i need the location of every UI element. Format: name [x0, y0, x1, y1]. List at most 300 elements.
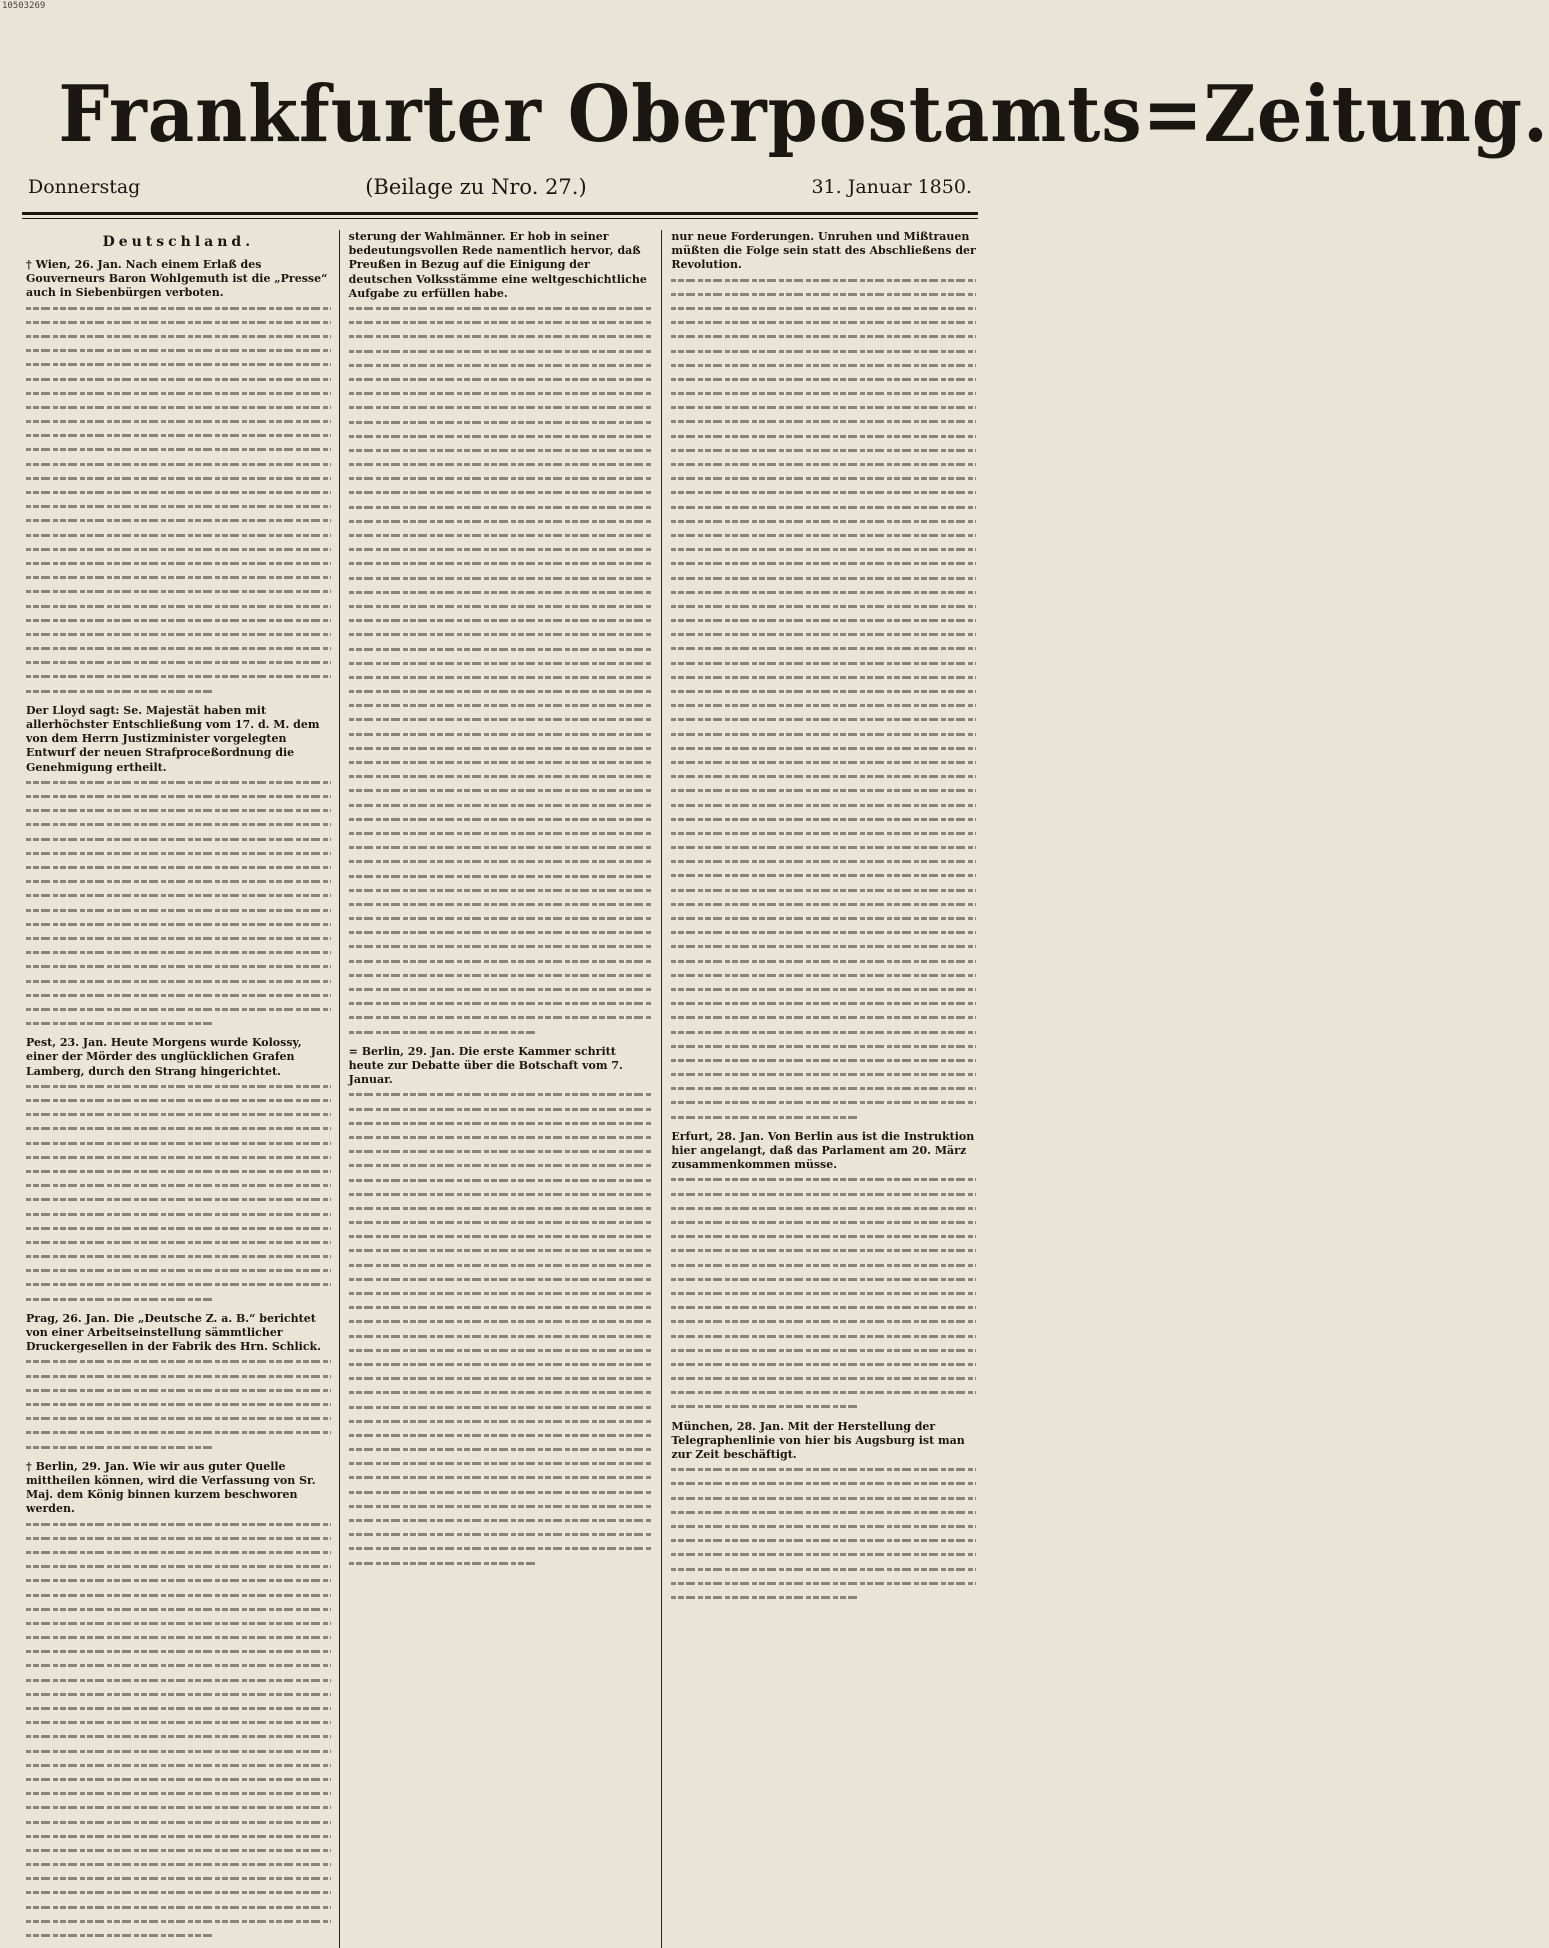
text-line: [26, 485, 331, 499]
text-line: [26, 1178, 331, 1192]
text-line: [349, 1300, 654, 1314]
text-line: [26, 1658, 331, 1672]
text-line: [26, 1545, 331, 1559]
text-line: [26, 1164, 331, 1178]
text-line: [26, 1531, 331, 1545]
text-line: [349, 1329, 654, 1343]
paragraph-lead: München, 28. Jan. Mit der Herstellung der Telegraphenlinie von hier bis Augsburg ist man zur Zeit beschäftigt.: [671, 1419, 965, 1462]
text-line: [349, 627, 654, 641]
text-line: [671, 1081, 976, 1095]
text-line: [26, 1772, 331, 1786]
text-line: [349, 755, 654, 769]
text-line: [26, 499, 331, 513]
text-line: [26, 1263, 331, 1277]
text-line: [671, 1286, 976, 1300]
text-line: [671, 1576, 976, 1590]
text-line: [26, 599, 331, 613]
text-line: [349, 1499, 654, 1513]
text-line: [349, 372, 654, 386]
text-line: [26, 641, 331, 655]
text-line: [26, 1249, 331, 1263]
text-line: [26, 1369, 331, 1383]
text-line: [26, 1517, 331, 1531]
text-line: [349, 1087, 654, 1101]
text-line: [671, 443, 976, 457]
text-line: [26, 329, 331, 343]
text-line: [671, 1462, 976, 1476]
text-line: [349, 1527, 654, 1541]
text-line: [349, 854, 654, 868]
text-line: [26, 1815, 331, 1829]
text-line: [349, 1243, 654, 1257]
text-line: [26, 1397, 331, 1411]
text-line: [349, 471, 654, 485]
text-line: [349, 968, 654, 982]
text-line: [349, 443, 654, 457]
text-line: [349, 911, 654, 925]
article-paragraph: [26, 1460, 331, 1942]
text-line: [671, 1215, 976, 1229]
text-line: [671, 996, 976, 1010]
text-line: [349, 329, 654, 343]
text-line: [671, 1201, 976, 1215]
text-line: [349, 1201, 654, 1215]
text-line: [349, 1385, 654, 1399]
text-line: [26, 584, 331, 598]
text-line: [26, 1425, 331, 1439]
text-line: [671, 485, 976, 499]
text-line: [671, 712, 976, 726]
text-line: [349, 954, 654, 968]
text-line: [349, 457, 654, 471]
text-line: [671, 783, 976, 797]
text-line: [671, 982, 976, 996]
text-line: [671, 854, 976, 868]
text-line: [349, 599, 654, 613]
text-line: [671, 400, 976, 414]
text-line: [26, 1107, 331, 1121]
text-line: [349, 1343, 654, 1357]
text-line: [26, 1715, 331, 1729]
text-line: [349, 1314, 654, 1328]
text-line: [671, 1258, 976, 1272]
text-line: [671, 287, 976, 301]
text-line: [671, 897, 976, 911]
text-line: [671, 1039, 976, 1053]
column-3: [671, 230, 976, 1948]
text-line: [349, 1187, 654, 1201]
text-line: [671, 925, 976, 939]
text-line: [671, 911, 976, 925]
text-line: [671, 1314, 976, 1328]
text-line: [671, 301, 976, 315]
text-line: [671, 1243, 976, 1257]
column-1: [26, 230, 331, 1948]
text-line: [349, 429, 654, 443]
text-line: [349, 1130, 654, 1144]
article-paragraph: [26, 258, 331, 698]
text-line: [671, 954, 976, 968]
article-paragraph: [26, 704, 331, 1030]
text-line: [26, 1235, 331, 1249]
text-line: [349, 1173, 654, 1187]
article-paragraph: [349, 1045, 654, 1570]
text-line: [349, 556, 654, 570]
text-line: [26, 542, 331, 556]
text-line: [26, 684, 331, 698]
text-line: [349, 712, 654, 726]
text-line: [671, 1357, 976, 1371]
text-line: [671, 1229, 976, 1243]
text-line: [671, 670, 976, 684]
text-line: [349, 1025, 654, 1039]
text-line: [671, 883, 976, 897]
paragraph-lead: † Wien, 26. Jan. Nach einem Erlaß des Gouverneurs Baron Wohlgemuth ist die „Presse“ auch in Siebenbürgen verboten.: [26, 258, 328, 300]
text-line: [671, 1476, 976, 1490]
text-line: [349, 1400, 654, 1414]
text-line: [671, 1067, 976, 1081]
text-line: [349, 769, 654, 783]
text-line: [26, 775, 331, 789]
text-line: [671, 1371, 976, 1385]
text-line: [671, 684, 976, 698]
text-line: [349, 656, 654, 670]
text-line: [671, 698, 976, 712]
text-line: [349, 1541, 654, 1555]
text-line: [349, 1258, 654, 1272]
text-line: [671, 514, 976, 528]
section-heading: Deutschland.: [102, 234, 255, 250]
text-line: [26, 1016, 331, 1030]
text-line: [671, 1505, 976, 1519]
text-line: [349, 315, 654, 329]
paragraph-lead: sterung der Wahlmänner. Er hob in seiner bedeutungsvollen Rede namentlich hervor, daß Preußen in Bezug auf die Einigung der deutschen Volksstämme eine weltgeschichtliche Aufgabe zu erfüllen habe.: [348, 230, 647, 300]
text-line: [349, 925, 654, 939]
text-line: [671, 727, 976, 741]
text-line: [349, 698, 654, 712]
text-line: [26, 386, 331, 400]
article-paragraph: [671, 1130, 976, 1414]
header-rule: [22, 212, 978, 215]
text-line: [671, 528, 976, 542]
text-line: [26, 974, 331, 988]
text-line: [349, 939, 654, 953]
text-line: [349, 1102, 654, 1116]
text-line: [671, 741, 976, 755]
text-line: [671, 1110, 976, 1124]
text-line: [671, 585, 976, 599]
text-line: [349, 400, 654, 414]
text-line: [671, 1533, 976, 1547]
text-line: [26, 917, 331, 931]
text-line: [671, 500, 976, 514]
text-line: [26, 1150, 331, 1164]
text-line: [349, 1357, 654, 1371]
text-line: [671, 372, 976, 386]
text-line: [349, 783, 654, 797]
text-line: [349, 1442, 654, 1456]
text-line: [349, 741, 654, 755]
article-paragraph: [671, 1420, 976, 1604]
text-line: [349, 585, 654, 599]
text-line: [671, 868, 976, 882]
text-line: [26, 1616, 331, 1630]
paragraph-lead: Der Lloyd sagt: Se. Majestät haben mit allerhöchster Entschließung vom 17. d. M. dem von dem Herrn Justizminister vorgelegten Entwurf der neuen Strafproceßordnung die Genehmigung ertheilt.: [26, 703, 320, 774]
text-line: [26, 803, 331, 817]
text-line: [26, 1207, 331, 1221]
text-line: [349, 1456, 654, 1470]
text-line: [671, 812, 976, 826]
column-2: [349, 230, 654, 1948]
text-line: [671, 1300, 976, 1314]
text-line: [349, 1485, 654, 1499]
text-line: [349, 982, 654, 996]
paragraph-lead: Prag, 26. Jan. Die „Deutsche Z. a. B.“ berichtet von einer Arbeitseinstellung sämmtlicher Druckergesellen in der Fabrik des Hrn. Schlick.: [26, 1311, 321, 1354]
text-line: [349, 358, 654, 372]
archive-id: 10503269: [2, 1, 46, 11]
text-line: [26, 655, 331, 669]
text-line: [349, 1158, 654, 1172]
text-line: [349, 613, 654, 627]
text-line: [349, 840, 654, 854]
text-line: [349, 883, 654, 897]
article-columns: [26, 230, 976, 1516]
text-line: [671, 826, 976, 840]
text-line: [671, 840, 976, 854]
text-line: [26, 846, 331, 860]
text-line: [26, 1701, 331, 1715]
paragraph-lead: Erfurt, 28. Jan. Von Berlin aus ist die Instruktion hier angelangt, daß das Parlament am 20. März zusammenkommen müsse.: [671, 1129, 975, 1172]
text-line: [671, 429, 976, 443]
text-line: [671, 457, 976, 471]
text-line: [671, 1010, 976, 1024]
text-line: [671, 1590, 976, 1604]
text-line: [26, 988, 331, 1002]
text-line: [26, 357, 331, 371]
text-line: [671, 1053, 976, 1067]
text-line: [671, 315, 976, 329]
text-line: [26, 1687, 331, 1701]
text-line: [26, 1440, 331, 1454]
text-line: [349, 485, 654, 499]
text-line: [671, 1329, 976, 1343]
text-line: [349, 684, 654, 698]
text-line: [26, 1411, 331, 1425]
text-line: [26, 903, 331, 917]
dateline-supplement: (Beilage zu Nro. 27.): [365, 175, 587, 199]
text-line: [26, 1079, 331, 1093]
text-line: [349, 1513, 654, 1527]
text-line: [26, 1928, 331, 1942]
text-line: [349, 812, 654, 826]
text-line: [26, 471, 331, 485]
text-line: [26, 1786, 331, 1800]
text-line: [671, 641, 976, 655]
text-line: [349, 1229, 654, 1243]
text-line: [349, 528, 654, 542]
text-line: [671, 1172, 976, 1186]
text-line: [26, 400, 331, 414]
text-line: [349, 1470, 654, 1484]
article-paragraph: [349, 230, 654, 1039]
text-line: [26, 1354, 331, 1368]
text-line: [26, 1857, 331, 1871]
text-line: [671, 1025, 976, 1039]
text-line: [26, 669, 331, 683]
text-line: [26, 1602, 331, 1616]
text-line: [26, 1292, 331, 1306]
text-line: [671, 1547, 976, 1561]
text-line: [26, 1729, 331, 1743]
header-rule-thin: [22, 218, 978, 219]
text-line: [26, 372, 331, 386]
text-line: [349, 826, 654, 840]
text-line: [349, 1116, 654, 1130]
text-line: [349, 301, 654, 315]
text-line: [671, 1562, 976, 1576]
text-line: [671, 1519, 976, 1533]
text-line: [26, 315, 331, 329]
text-line: [671, 344, 976, 358]
text-line: [671, 599, 976, 613]
text-line: [671, 1187, 976, 1201]
text-line: [349, 1144, 654, 1158]
text-line: [671, 627, 976, 641]
text-line: [26, 1630, 331, 1644]
paragraph-lead: † Berlin, 29. Jan. Wie wir aus guter Quelle mittheilen können, wird die Verfassung von Sr. Maj. dem König binnen kurzem beschworen werden.: [26, 1459, 316, 1516]
dateline: [28, 172, 972, 202]
text-line: [349, 1286, 654, 1300]
text-line: [671, 1272, 976, 1286]
text-line: [26, 1843, 331, 1857]
text-line: [349, 344, 654, 358]
text-line: [26, 1383, 331, 1397]
text-line: [26, 931, 331, 945]
text-line: [671, 542, 976, 556]
text-line: [671, 556, 976, 570]
text-line: [26, 1002, 331, 1016]
text-line: [349, 869, 654, 883]
text-line: [26, 888, 331, 902]
text-line: [349, 670, 654, 684]
article-paragraph: [26, 1312, 331, 1454]
text-line: [671, 1385, 976, 1399]
text-line: [26, 1914, 331, 1928]
article-paragraph: [26, 1036, 331, 1306]
text-line: [26, 1121, 331, 1135]
text-line: [26, 1136, 331, 1150]
text-line: [349, 996, 654, 1010]
text-line: [349, 1414, 654, 1428]
text-line: [349, 1371, 654, 1385]
text-line: [349, 415, 654, 429]
text-line: [671, 329, 976, 343]
masthead-title: Frankfurter Oberpostamts=Zeitung.: [58, 69, 1549, 160]
text-line: [26, 1871, 331, 1885]
text-line: [671, 414, 976, 428]
text-line: [671, 968, 976, 982]
text-line: [26, 1221, 331, 1235]
text-line: [26, 1559, 331, 1573]
text-line: [671, 386, 976, 400]
text-line: [26, 1093, 331, 1107]
text-line: [671, 1095, 976, 1109]
text-line: [26, 1277, 331, 1291]
text-line: [26, 570, 331, 584]
text-line: [26, 343, 331, 357]
dateline-date: 31. Januar 1850.: [811, 176, 972, 198]
text-line: [26, 528, 331, 542]
text-line: [349, 1215, 654, 1229]
text-line: [26, 301, 331, 315]
paragraph-lead: nur neue Forderungen. Unruhen und Mißtrauen müßten die Folge sein statt des Abschließens der Revolution.: [671, 230, 976, 272]
text-line: [349, 1556, 654, 1570]
text-line: [349, 500, 654, 514]
text-line: [671, 939, 976, 953]
text-line: [349, 1428, 654, 1442]
text-line: [26, 1829, 331, 1843]
text-line: [349, 1010, 654, 1024]
text-line: [671, 1399, 976, 1413]
text-line: [26, 1192, 331, 1206]
text-line: [671, 471, 976, 485]
text-line: [671, 613, 976, 627]
text-line: [349, 386, 654, 400]
text-line: [349, 897, 654, 911]
text-line: [26, 860, 331, 874]
text-line: [671, 571, 976, 585]
text-line: [26, 1573, 331, 1587]
text-line: [26, 1885, 331, 1899]
text-line: [26, 556, 331, 570]
text-line: [349, 727, 654, 741]
text-line: [671, 798, 976, 812]
article-paragraph: [671, 230, 976, 1124]
text-line: [671, 755, 976, 769]
text-line: [671, 1491, 976, 1505]
text-line: [671, 1343, 976, 1357]
text-line: [26, 513, 331, 527]
text-line: [26, 959, 331, 973]
text-line: [26, 817, 331, 831]
text-line: [26, 627, 331, 641]
text-line: [26, 945, 331, 959]
text-line: [671, 656, 976, 670]
paragraph-lead: Pest, 23. Jan. Heute Morgens wurde Kolossy, einer der Mörder des unglücklichen Grafen Lamberg, durch den Strang hingerichtet.: [26, 1036, 302, 1078]
text-line: [671, 358, 976, 372]
text-line: [26, 414, 331, 428]
text-line: [349, 642, 654, 656]
text-line: [26, 1644, 331, 1658]
text-line: [26, 1758, 331, 1772]
text-line: [26, 1900, 331, 1914]
text-line: [349, 514, 654, 528]
text-line: [26, 1673, 331, 1687]
text-line: [349, 542, 654, 556]
text-line: [26, 613, 331, 627]
text-line: [349, 571, 654, 585]
text-line: [26, 457, 331, 471]
text-line: [349, 798, 654, 812]
text-line: [26, 1744, 331, 1758]
dateline-day: Donnerstag: [28, 176, 141, 198]
text-line: [349, 1272, 654, 1286]
text-line: [26, 789, 331, 803]
text-line: [26, 1588, 331, 1602]
text-line: [671, 769, 976, 783]
text-line: [26, 832, 331, 846]
paragraph-lead: = Berlin, 29. Jan. Die erste Kammer schritt heute zur Debatte über die Botschaft vom 7. Januar.: [348, 1044, 623, 1087]
